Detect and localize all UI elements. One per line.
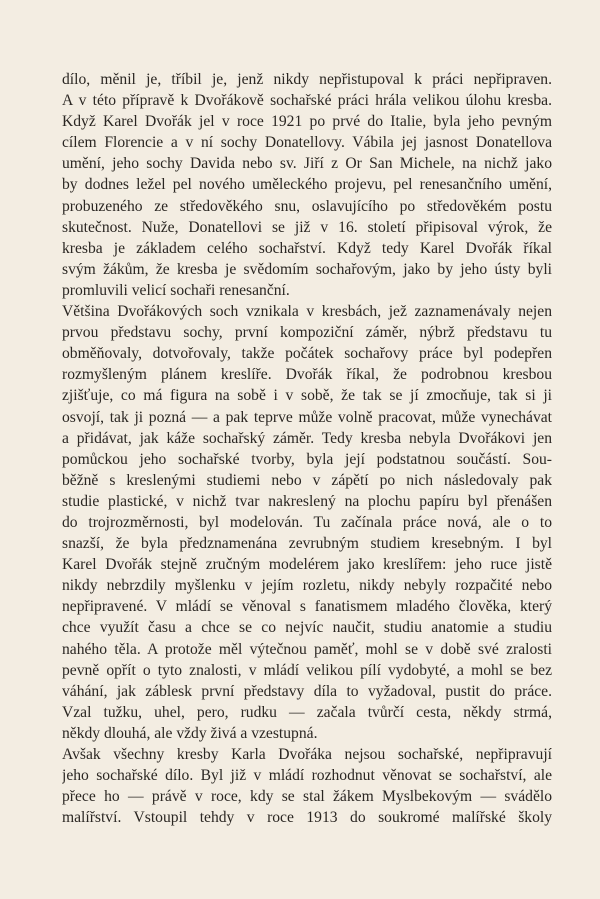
text-line: A v této přípravě k Dvořákově sochařské práci hrála velikou úlohu kresba.: [62, 92, 552, 110]
text-line: probuzeného ze středověkého snu, oslavujícího po středověkém postu: [62, 197, 552, 215]
text-line: prvou představu sochy, první kompoziční záměr, nýbrž představu tu: [62, 324, 552, 342]
text-line: promluvili velicí sochaři renesanční.: [62, 281, 290, 299]
text-line: Karel Dvořák stejně zručným modelérem jako kreslířem: jeho ruce jistě: [62, 556, 552, 574]
paragraph: [62, 69, 552, 301]
text-line: skutečnost. Nuže, Donatellovi se již v 16. století připisoval výrok, že: [62, 218, 552, 236]
text-line: cílem Florencie a v ní sochy Donatellovy. Vábila jej jasnost Donatellova: [62, 134, 552, 152]
text-line: nahého těla. A protože měl výtečnou paměť, mohl se v době své zralosti: [62, 640, 552, 658]
text-line: běžně s kreslenými studiemi nebo v zápětí po nich následovaly pak: [62, 471, 552, 489]
text-line: kresba je základem celého sochařství. Když tedy Karel Dvořák říkal: [62, 239, 552, 257]
text-line: Když Karel Dvořák jel v roce 1921 po prvé do Italie, byla jeho pevným: [62, 113, 552, 131]
text-line: obměňovaly, dotvořovaly, takže počátek sochařovy práce byl podepřen: [62, 345, 552, 363]
text-line: osvojí, tak ji pozná — a pak teprve může volně pracovat, může vynechávat: [62, 408, 552, 426]
text-line: studie plastické, v nichž tvar nakreslený na plochu papíru byl přenášen: [62, 492, 552, 510]
text-line: někdy dlouhá, ale vždy živá a vzestupná.: [62, 724, 318, 742]
text-line: do trojrozměrnosti, byl modelován. Tu začínala práce nová, ale o to: [62, 513, 552, 531]
paragraph: [62, 744, 552, 828]
paragraph: [62, 301, 552, 744]
text-line: pomůckou jeho sochařské tvorby, byla její podstatnou součástí. Sou-: [62, 450, 552, 468]
text-line: rozmyšleným plánem kreslíře. Dvořák říkal, že podrobnou kresbou: [62, 366, 552, 384]
text-line: Avšak všechny kresby Karla Dvořáka nejsou sochařské, nepřipravují: [62, 746, 552, 763]
text-line: umění, jeho sochy Davida nebo sv. Jiří z Or San Michele, na nichž jako: [62, 155, 552, 173]
text-line: chce využít času a chce se co nejvíc naučit, studiu anatomie a studiu: [62, 619, 552, 637]
text-line: by dodnes ležel pel nového uměleckého projevu, pel renesančního umění,: [62, 176, 552, 194]
text-line: dílo, měnil je, tříbil je, jenž nikdy nepřistupoval k práci nepřipraven.: [62, 71, 552, 88]
text-line: a přidávat, jak káže sochařský záměr. Tedy kresba nebyla Dvořákovi jen: [62, 429, 552, 447]
text-line: jeho sochařské dílo. Byl již v mládí rozhodnut věnovat se sochařství, ale: [62, 767, 552, 785]
page-text: [62, 69, 552, 828]
text-line: nepřipravené. V mládí se věnoval s fanatismem mladého člověka, který: [62, 598, 552, 616]
text-line: nikdy nebrzdily myšlenku v jejím rozletu, nikdy nebyly rozpačité nebo: [62, 577, 552, 595]
text-line: svým žákům, že kresba je svědomím sochařovým, jako by jeho ústy byli: [62, 260, 552, 278]
text-line: přece ho — právě v roce, kdy se stal žákem Myslbekovým — svádělo: [62, 788, 552, 806]
text-line: Vzal tužku, uhel, pero, rudku — začala tvůrčí cesta, někdy strmá,: [62, 703, 552, 721]
text-line: pevně opřít o tyto znalosti, v mládí velikou pílí vydobyté, a mohl se bez: [62, 661, 552, 679]
text-line: snazší, že byla předznamenána zevrubným studiem kresebným. I byl: [62, 535, 552, 553]
text-line: váhání, jak záblesk první představy díla to vyžadoval, pustit do práce.: [62, 682, 552, 700]
text-line: malířství. Vstoupil tehdy v roce 1913 do soukromé malířské školy: [62, 809, 552, 827]
text-line: zjišťuje, co má figura na sobě i v sobě, že tak se jí zmocňuje, tak si ji: [62, 387, 552, 405]
text-line: Většina Dvořákových soch vznikala v kresbách, jež zaznamenávaly nejen: [62, 303, 552, 321]
